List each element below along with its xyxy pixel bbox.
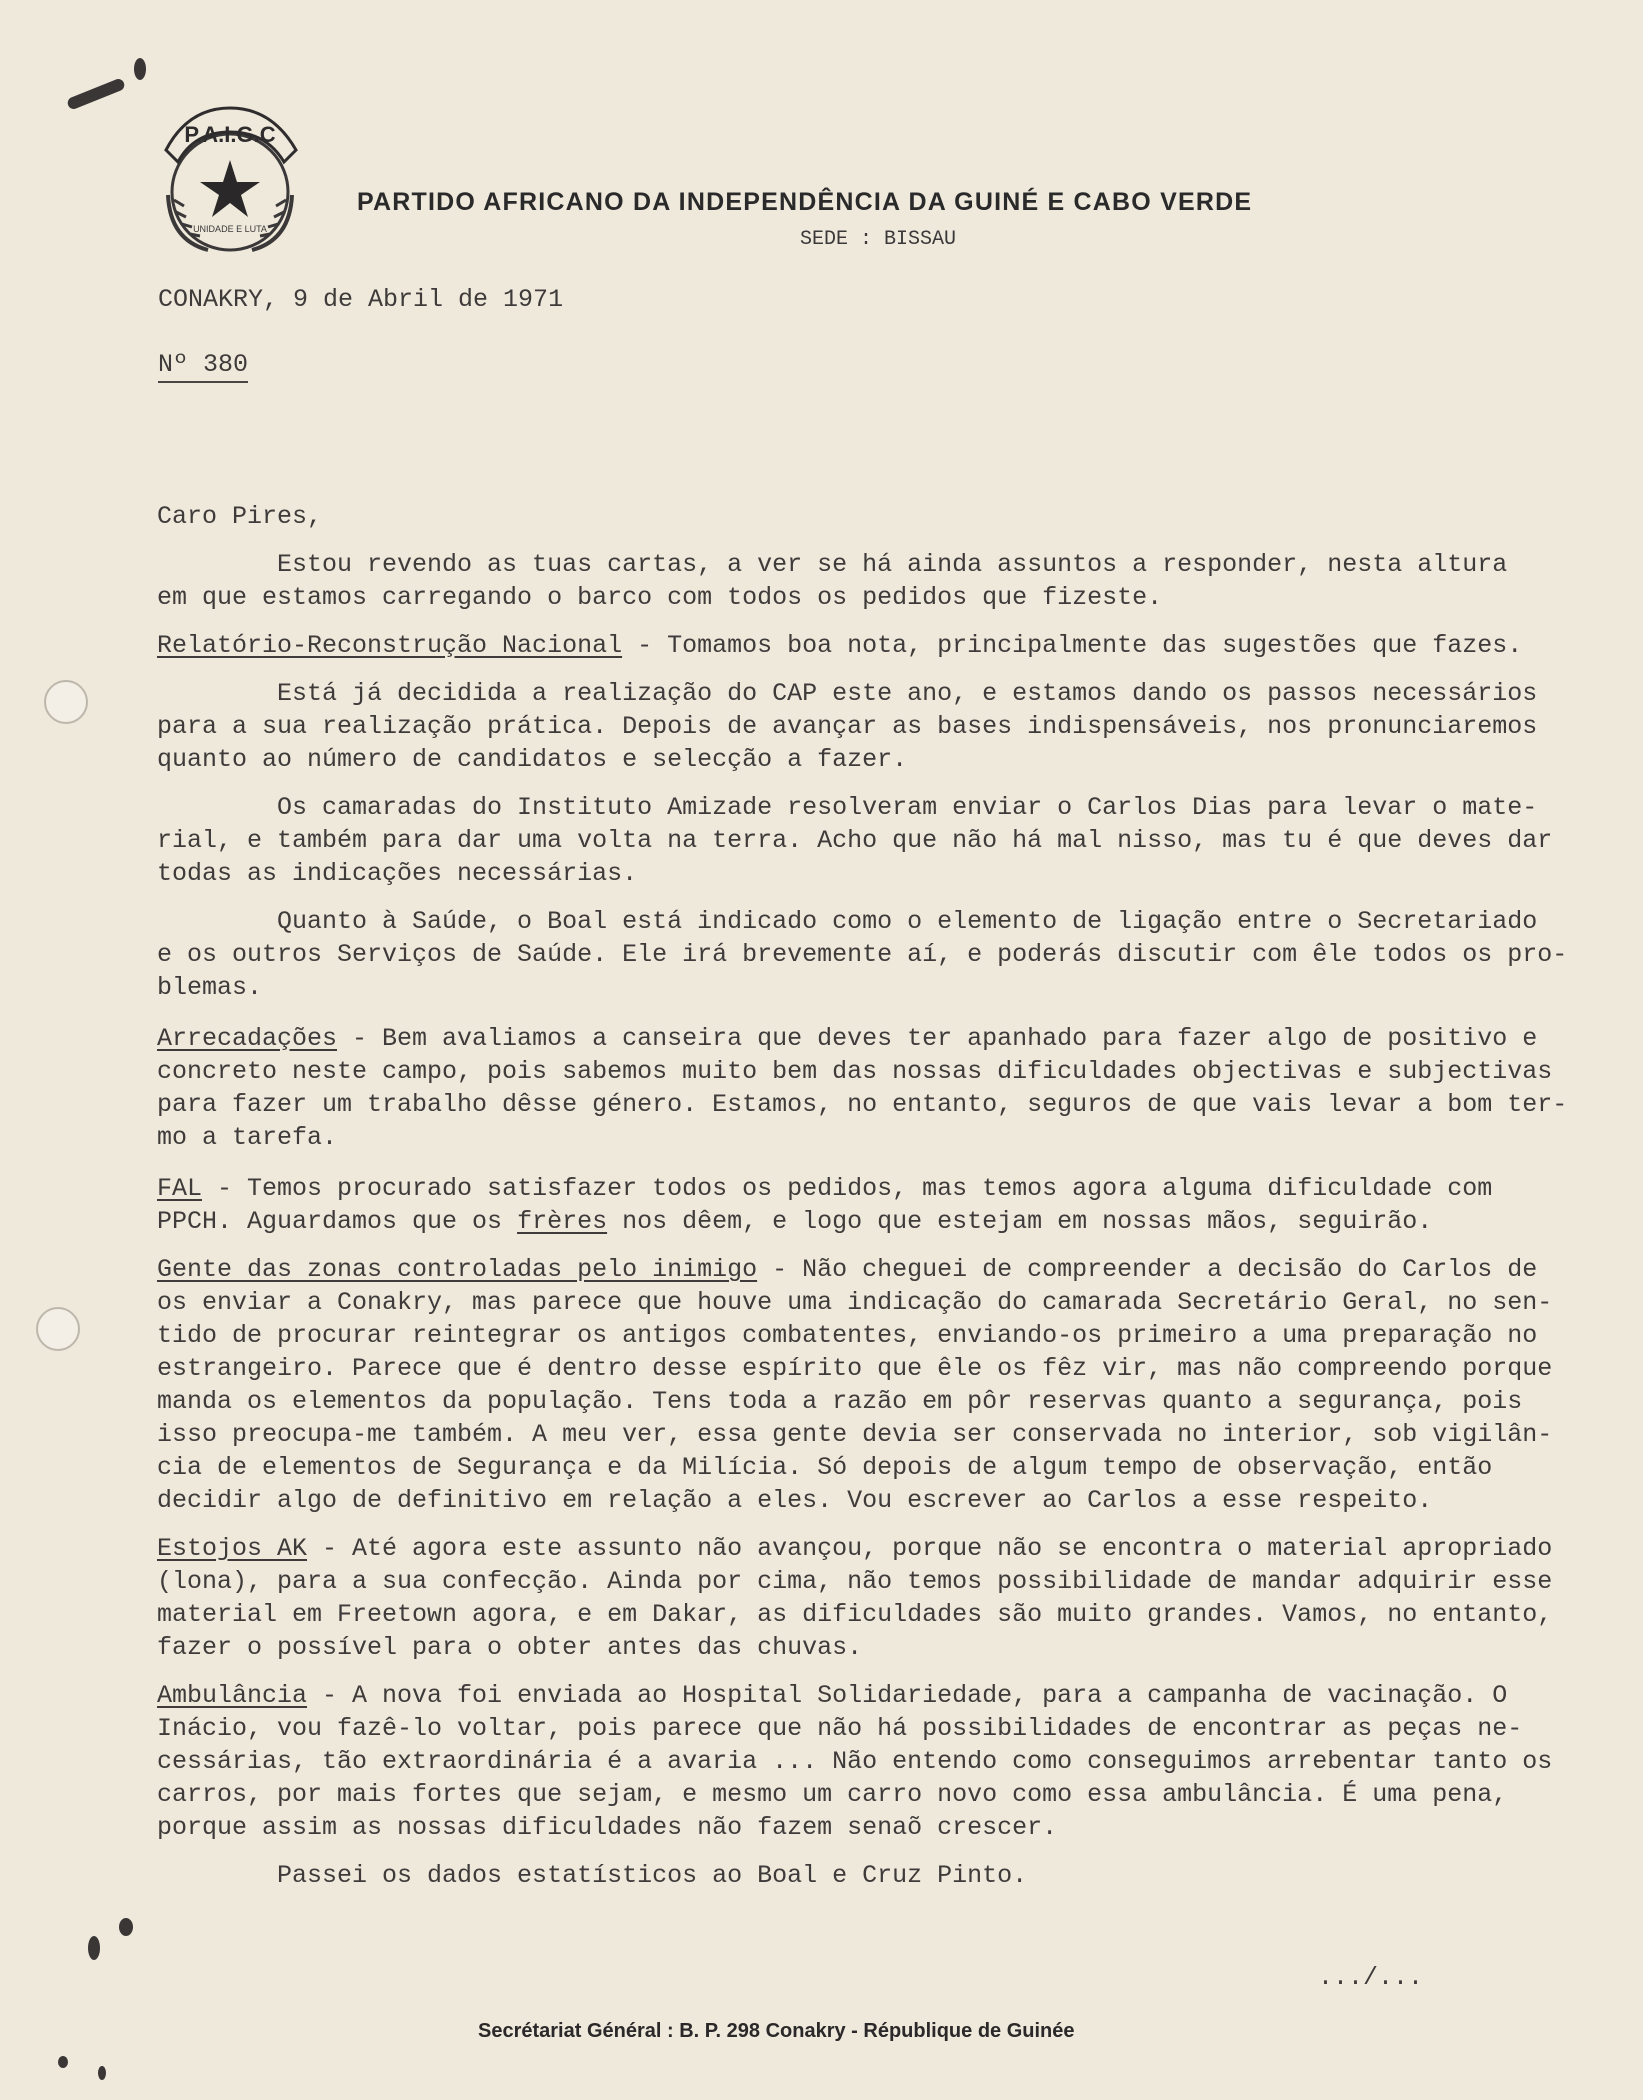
paragraph-line: e os outros Serviços de Saúde. Ele irá brevemente aí, e poderás discutir com êle todos os pro- — [157, 940, 1568, 969]
paragraph-line: material em Freetown agora, e em Dakar, as dificuldades são muito grandes. Vamos, no entanto, — [157, 1600, 1553, 1629]
paragraph-line: isso preocupa-me também. A meu ver, essa gente devia ser conservada no interior, sob vigilân- — [157, 1420, 1553, 1449]
date-line: CONAKRY, 9 de Abril de 1971 — [158, 285, 564, 314]
paragraph-line: concreto neste campo, pois sabemos muito bem das nossas dificuldades objectivas e subjectivas — [157, 1057, 1553, 1086]
paragraph-line: manda os elementos da população. Tens toda a razão em pôr reservas quanto a segurança, pois — [157, 1387, 1523, 1416]
section-estojos — [157, 1532, 1623, 1565]
section-heading: FAL — [157, 1174, 203, 1203]
paragraph-line: para fazer um trabalho dêsse género. Estamos, no entanto, seguros de que vais levar a bom ter- — [157, 1090, 1568, 1119]
paragraph-line: - A nova foi enviada ao Hospital Solidariedade, para a campanha de vacinação. O — [307, 1681, 1508, 1710]
ink-spot — [134, 58, 146, 80]
paigc-logo — [148, 100, 313, 265]
section-heading: Arrecadações — [157, 1024, 338, 1053]
organization-name: PARTIDO AFRICANO DA INDEPENDÊNCIA DA GUINÉ E CABO VERDE — [357, 188, 1253, 216]
ink-spot — [58, 2056, 68, 2068]
paragraph-line: - Não cheguei de compreender a decisão do Carlos de — [757, 1255, 1538, 1284]
section-heading: Estojos AK — [157, 1534, 308, 1563]
paragraph-line: quanto ao número de candidatos e selecção a fazer. — [157, 745, 908, 774]
ink-spot — [98, 2066, 106, 2080]
paragraph-line: - Bem avaliamos a canseira que deves ter apanhado para fazer algo de positivo e — [337, 1024, 1538, 1053]
section-heading: Relatório-Reconstrução Nacional — [157, 631, 623, 660]
section-heading: Gente das zonas controladas pelo inimigo — [157, 1255, 758, 1284]
paragraph-line: porque assim as nossas dificuldades não fazem senaõ crescer. — [157, 1813, 1058, 1842]
paragraph-line: estrangeiro. Parece que é dentro desse espírito que êle os fêz vir, mas não compreendo porque — [157, 1354, 1553, 1383]
paragraph-line: decidir algo de definitivo em relação a eles. Vou escrever ao Carlos a esse respeito. — [157, 1486, 1433, 1515]
paragraph-line: Estou revendo as tuas cartas, a ver se há ainda assuntos a responder, nesta altura — [157, 550, 1508, 579]
paragraph-line: - Até agora este assunto não avançou, porque não se encontra o material apropriado — [307, 1534, 1553, 1563]
paragraph-line: carros, por mais fortes que sejam, e mesmo um carro novo como essa ambulância. É uma pena, — [157, 1780, 1508, 1809]
paragraph-line: os enviar a Conakry, mas parece que houve uma indicação do camarada Secretário Geral, no sen- — [157, 1288, 1553, 1317]
paragraph-line: cessárias, tão extraordinária é a avaria ... Não entendo como conseguimos arrebentar tanto os — [157, 1747, 1553, 1776]
salutation: Caro Pires, — [157, 502, 323, 531]
logo-text: P.A.I.G.C — [184, 122, 276, 147]
letter-body — [157, 500, 1623, 1892]
paragraph-line: fazer o possível para o obter antes das chuvas. — [157, 1633, 863, 1662]
closing-line: Passei os dados estatísticos ao Boal e Cruz Pinto. — [157, 1861, 1028, 1890]
section-reconstrucao — [157, 629, 1623, 662]
section-fal — [157, 1172, 1623, 1205]
paragraph-line: Os camaradas do Instituto Amizade resolveram enviar o Carlos Dias para levar o mate- — [157, 793, 1538, 822]
paragraph-line: (lona), para a sua confecção. Ainda por cima, não temos possibilidade de mandar adquirir esse — [157, 1567, 1553, 1596]
paragraph-line: - Tomamos boa nota, principalmente das sugestões que fazes. — [622, 631, 1523, 660]
paragraph-line: em que estamos carregando o barco com todos os pedidos que fizeste. — [157, 583, 1163, 612]
reference-number: Nº 380 — [158, 350, 248, 383]
paragraph-line: rial, e também para dar uma volta na terra. Acho que não há mal nisso, mas tu é que deves dar — [157, 826, 1553, 855]
underlined-word: frères — [517, 1207, 608, 1236]
paragraph-line: Inácio, vou fazê-lo voltar, pois parece que não há possibilidades de encontrar as peças ne- — [157, 1714, 1523, 1743]
section-arrecadacoes — [157, 1022, 1623, 1055]
section-ambulancia — [157, 1679, 1623, 1712]
paragraph-line: cia de elementos de Segurança e da Milícia. Só depois de algum tempo de observação, então — [157, 1453, 1493, 1482]
footer-address: Secrétariat Général : B. P. 298 Conakry - République de Guinée — [478, 2020, 1075, 2042]
organization-seat: SEDE : BISSAU — [800, 228, 957, 251]
paragraph-line: blemas. — [157, 973, 263, 1002]
text-span: nos dêem, e logo que estejam em nossas mãos, seguirão. — [607, 1207, 1433, 1236]
ink-spot — [88, 1936, 100, 1960]
logo-motto: UNIDADE E LUTA — [193, 224, 267, 234]
paragraph-line: Quanto à Saúde, o Boal está indicado como o elemento de ligação entre o Secretariado — [157, 907, 1538, 936]
punch-hole-upper — [44, 680, 88, 724]
paragraph-line: - Temos procurado satisfazer todos os pedidos, mas temos agora alguma dificuldade com — [202, 1174, 1493, 1203]
paragraph-line — [157, 1205, 1623, 1238]
paragraph-line: para a sua realização prática. Depois de avançar as bases indispensáveis, nos pronunciaremos — [157, 712, 1538, 741]
punch-hole-lower — [36, 1307, 80, 1351]
text-span: PPCH. Aguardamos que os — [157, 1207, 518, 1236]
paragraph-line: tido de procurar reintegrar os antigos combatentes, enviando-os primeiro a uma preparação no — [157, 1321, 1538, 1350]
paragraph-line: mo a tarefa. — [157, 1123, 338, 1152]
paragraph-line: Está já decidida a realização do CAP este ano, e estamos dando os passos necessários — [157, 679, 1538, 708]
continued-marker: .../... — [1318, 1963, 1424, 1992]
ink-spot — [66, 77, 126, 111]
ink-spot — [119, 1918, 133, 1936]
section-heading: Ambulância — [157, 1681, 308, 1710]
section-gente-zonas — [157, 1253, 1623, 1286]
paragraph-line: todas as indicações necessárias. — [157, 859, 638, 888]
